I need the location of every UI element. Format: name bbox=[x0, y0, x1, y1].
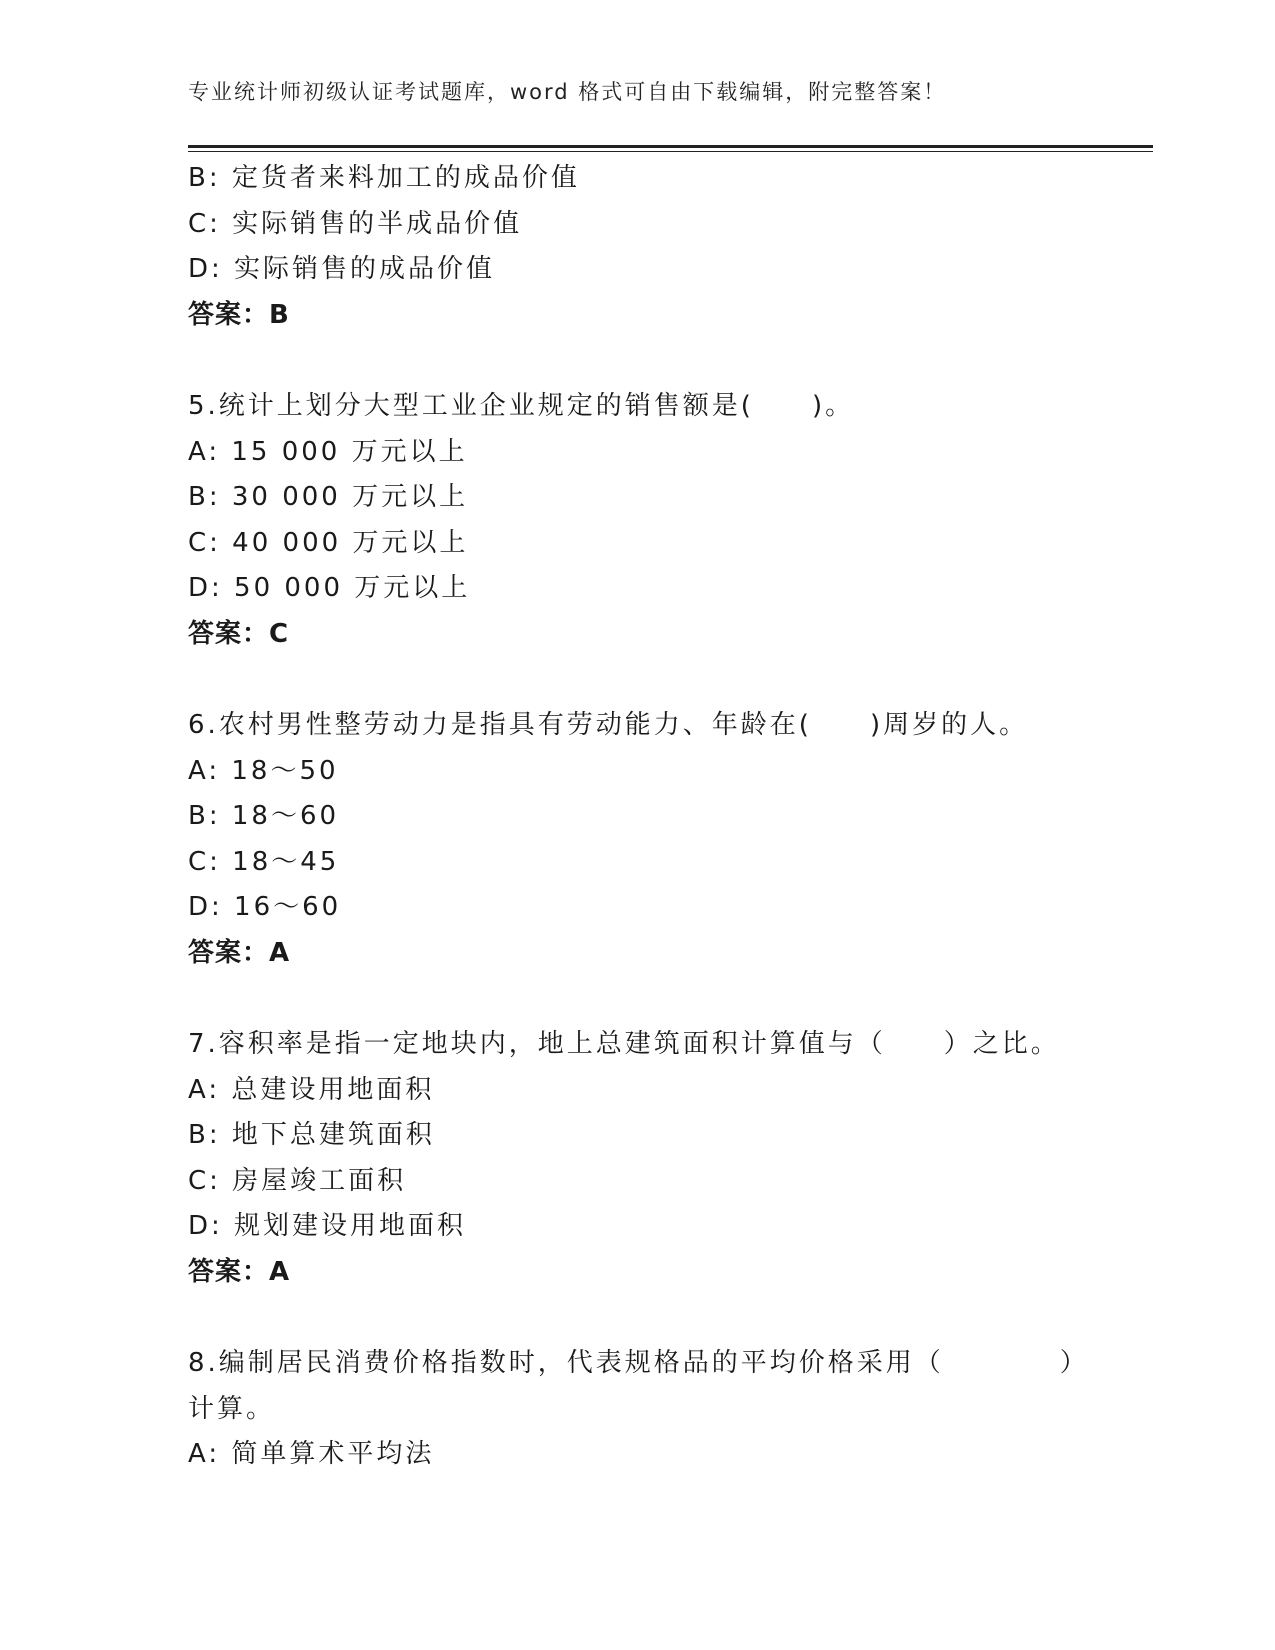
option-c: C: 房屋竣工面积 bbox=[188, 1165, 407, 1196]
spacer bbox=[188, 1295, 1138, 1341]
option-a: A: 简单算术平均法 bbox=[188, 1439, 435, 1469]
spacer bbox=[188, 657, 1138, 703]
option-b: B: 18～60 bbox=[188, 801, 340, 831]
option-c: C: 40 000 万元以上 bbox=[188, 527, 469, 558]
option-d: D: 规划建设用地面积 bbox=[188, 1211, 467, 1241]
question-5-block bbox=[188, 384, 1138, 657]
option-a: A: 18～50 bbox=[188, 755, 339, 786]
answer-line: 答案：A bbox=[188, 1256, 291, 1287]
option-b: B: 地下总建筑面积 bbox=[188, 1120, 435, 1150]
option-b: B: 定货者来料加工的成品价值 bbox=[188, 163, 580, 193]
question-6-block bbox=[188, 703, 1138, 976]
question-7-block bbox=[188, 1022, 1138, 1295]
answer-line: 答案：A bbox=[188, 937, 291, 968]
document-header: 专业统计师初级认证考试题库，word 格式可自由下载编辑，附完整答案！ bbox=[188, 80, 947, 104]
answer-line: 答案：C bbox=[188, 618, 290, 649]
option-a: A: 总建设用地面积 bbox=[188, 1074, 435, 1105]
question-text: 7.容积率是指一定地块内，地上总建筑面积计算值与（ ）之比。 bbox=[188, 1029, 1060, 1059]
spacer bbox=[188, 976, 1138, 1022]
header-rule-thin bbox=[188, 151, 1153, 152]
question-text: 6.农村男性整劳动力是指具有劳动能力、年龄在( )周岁的人。 bbox=[188, 710, 1029, 740]
option-c: C: 18～45 bbox=[188, 846, 340, 877]
option-d: D: 实际销售的成品价值 bbox=[188, 254, 496, 284]
header-rule-thick bbox=[188, 145, 1153, 148]
option-a: A: 15 000 万元以上 bbox=[188, 436, 468, 467]
answer-line: 答案：B bbox=[188, 299, 290, 330]
question-text: 5.统计上划分大型工业企业规定的销售额是( )。 bbox=[188, 391, 855, 421]
question-content bbox=[188, 156, 1138, 1478]
spacer bbox=[188, 338, 1138, 384]
option-b: B: 30 000 万元以上 bbox=[188, 482, 469, 512]
question-8-block bbox=[188, 1341, 1138, 1478]
option-c: C: 实际销售的半成品价值 bbox=[188, 208, 523, 239]
option-d: D: 50 000 万元以上 bbox=[188, 573, 471, 603]
question-text-line-1: 8.编制居民消费价格指数时，代表规格品的平均价格采用（ ） bbox=[188, 1348, 1089, 1378]
option-d: D: 16～60 bbox=[188, 892, 342, 922]
question-text-line-2: 计算。 bbox=[188, 1393, 276, 1424]
partial-question-block bbox=[188, 156, 1138, 338]
